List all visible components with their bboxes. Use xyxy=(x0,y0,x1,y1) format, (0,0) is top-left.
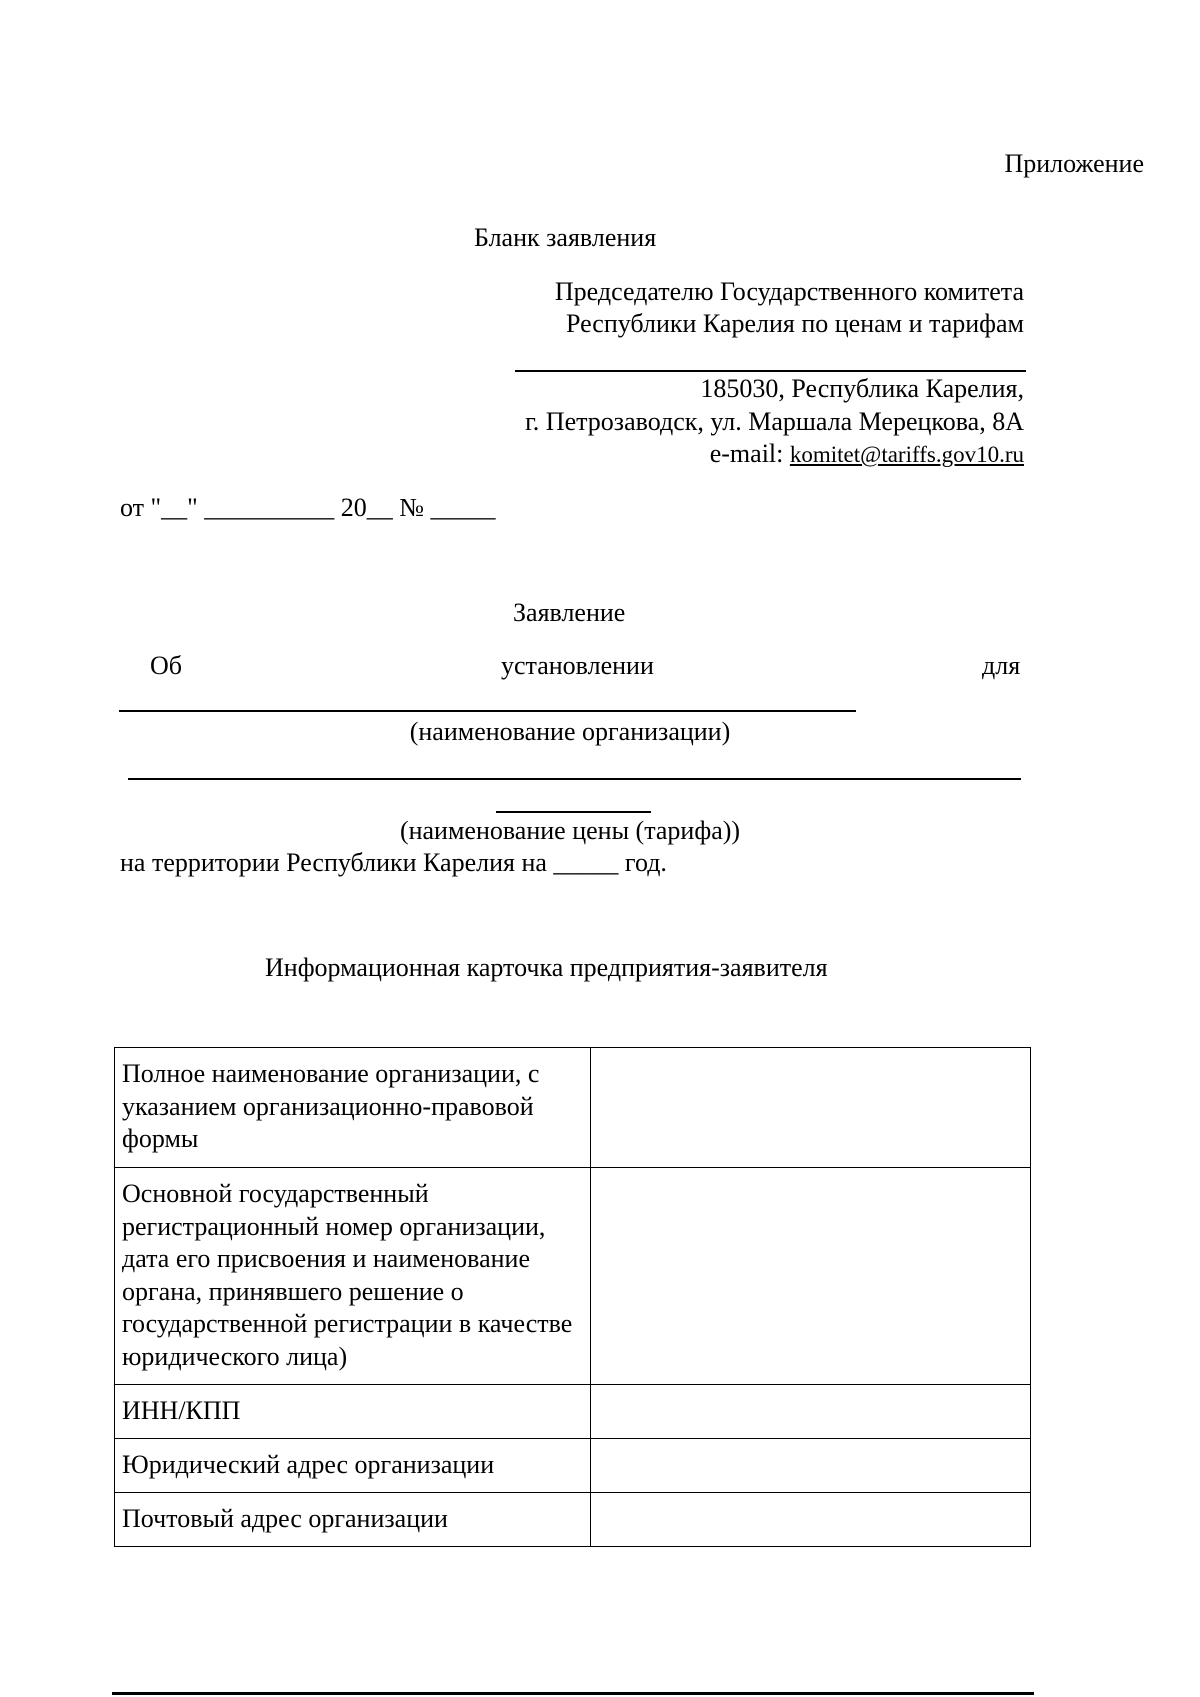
date-number-line: от "__" __________ 20__ № _____ xyxy=(120,493,496,522)
addressee-name-underline xyxy=(515,370,1026,372)
email-line xyxy=(710,438,1024,471)
form-title: Бланк заявления xyxy=(474,223,657,252)
org-name-underline xyxy=(119,710,856,712)
addressee-line-1: Председателю Государственного комитета xyxy=(554,277,1024,306)
addressee-line-2: Республики Карелия по ценам и тарифам xyxy=(565,309,1024,338)
row-label-postal-address: Почтовый адрес организации xyxy=(115,1493,591,1547)
row-value-postal-address[interactable] xyxy=(591,1493,1031,1547)
table-row xyxy=(115,1493,1031,1547)
table-row xyxy=(115,1048,1031,1168)
row-label-ogrn: Основной государственный регистрационный номер организации, дата его присвоения и наименование органа, принявшего решение о государственной регистрации в качестве юридического лица) xyxy=(115,1168,591,1385)
email-label: e-mail: xyxy=(709,439,790,468)
tariff-name-underline-2 xyxy=(496,811,651,813)
table-row xyxy=(115,1168,1031,1385)
table-row xyxy=(115,1439,1031,1493)
table-row xyxy=(115,1385,1031,1439)
info-card-table xyxy=(114,1047,1031,1547)
appendix-label: Приложение xyxy=(1004,149,1144,178)
card-title: Информационная карточка предприятия-заявителя xyxy=(265,953,828,982)
statement-word-dlya: для xyxy=(982,651,1021,680)
row-value-legal-address[interactable] xyxy=(591,1439,1031,1493)
page-bottom-rule xyxy=(112,1692,1034,1695)
row-label-legal-address: Юридический адрес организации xyxy=(115,1439,591,1493)
row-value-inn-kpp[interactable] xyxy=(591,1385,1031,1439)
territory-line: на территории Республики Карелия на _____ год. xyxy=(120,848,667,877)
address-line-1: 185030, Республика Карелия, xyxy=(700,374,1024,403)
statement-word-ustanovlenii: установлении xyxy=(501,651,654,680)
statement-title: Заявление xyxy=(513,598,626,627)
row-value-ogrn[interactable] xyxy=(591,1168,1031,1385)
statement-word-ob: Об xyxy=(150,651,183,680)
row-label-inn-kpp: ИНН/КПП xyxy=(115,1385,591,1439)
row-value-full-name[interactable] xyxy=(591,1048,1031,1168)
address-line-2: г. Петрозаводск, ул. Маршала Мерецкова, 8А xyxy=(525,407,1024,436)
row-label-full-name: Полное наименование организации, с указанием организационно-правовой формы xyxy=(115,1048,591,1168)
org-name-caption: (наименование организации) xyxy=(409,717,731,746)
tariff-name-caption: (наименование цены (тарифа)) xyxy=(399,816,741,845)
tariff-name-underline-1 xyxy=(128,778,1021,780)
email-link[interactable]: komitet@tariffs.gov10.ru xyxy=(789,442,1024,467)
